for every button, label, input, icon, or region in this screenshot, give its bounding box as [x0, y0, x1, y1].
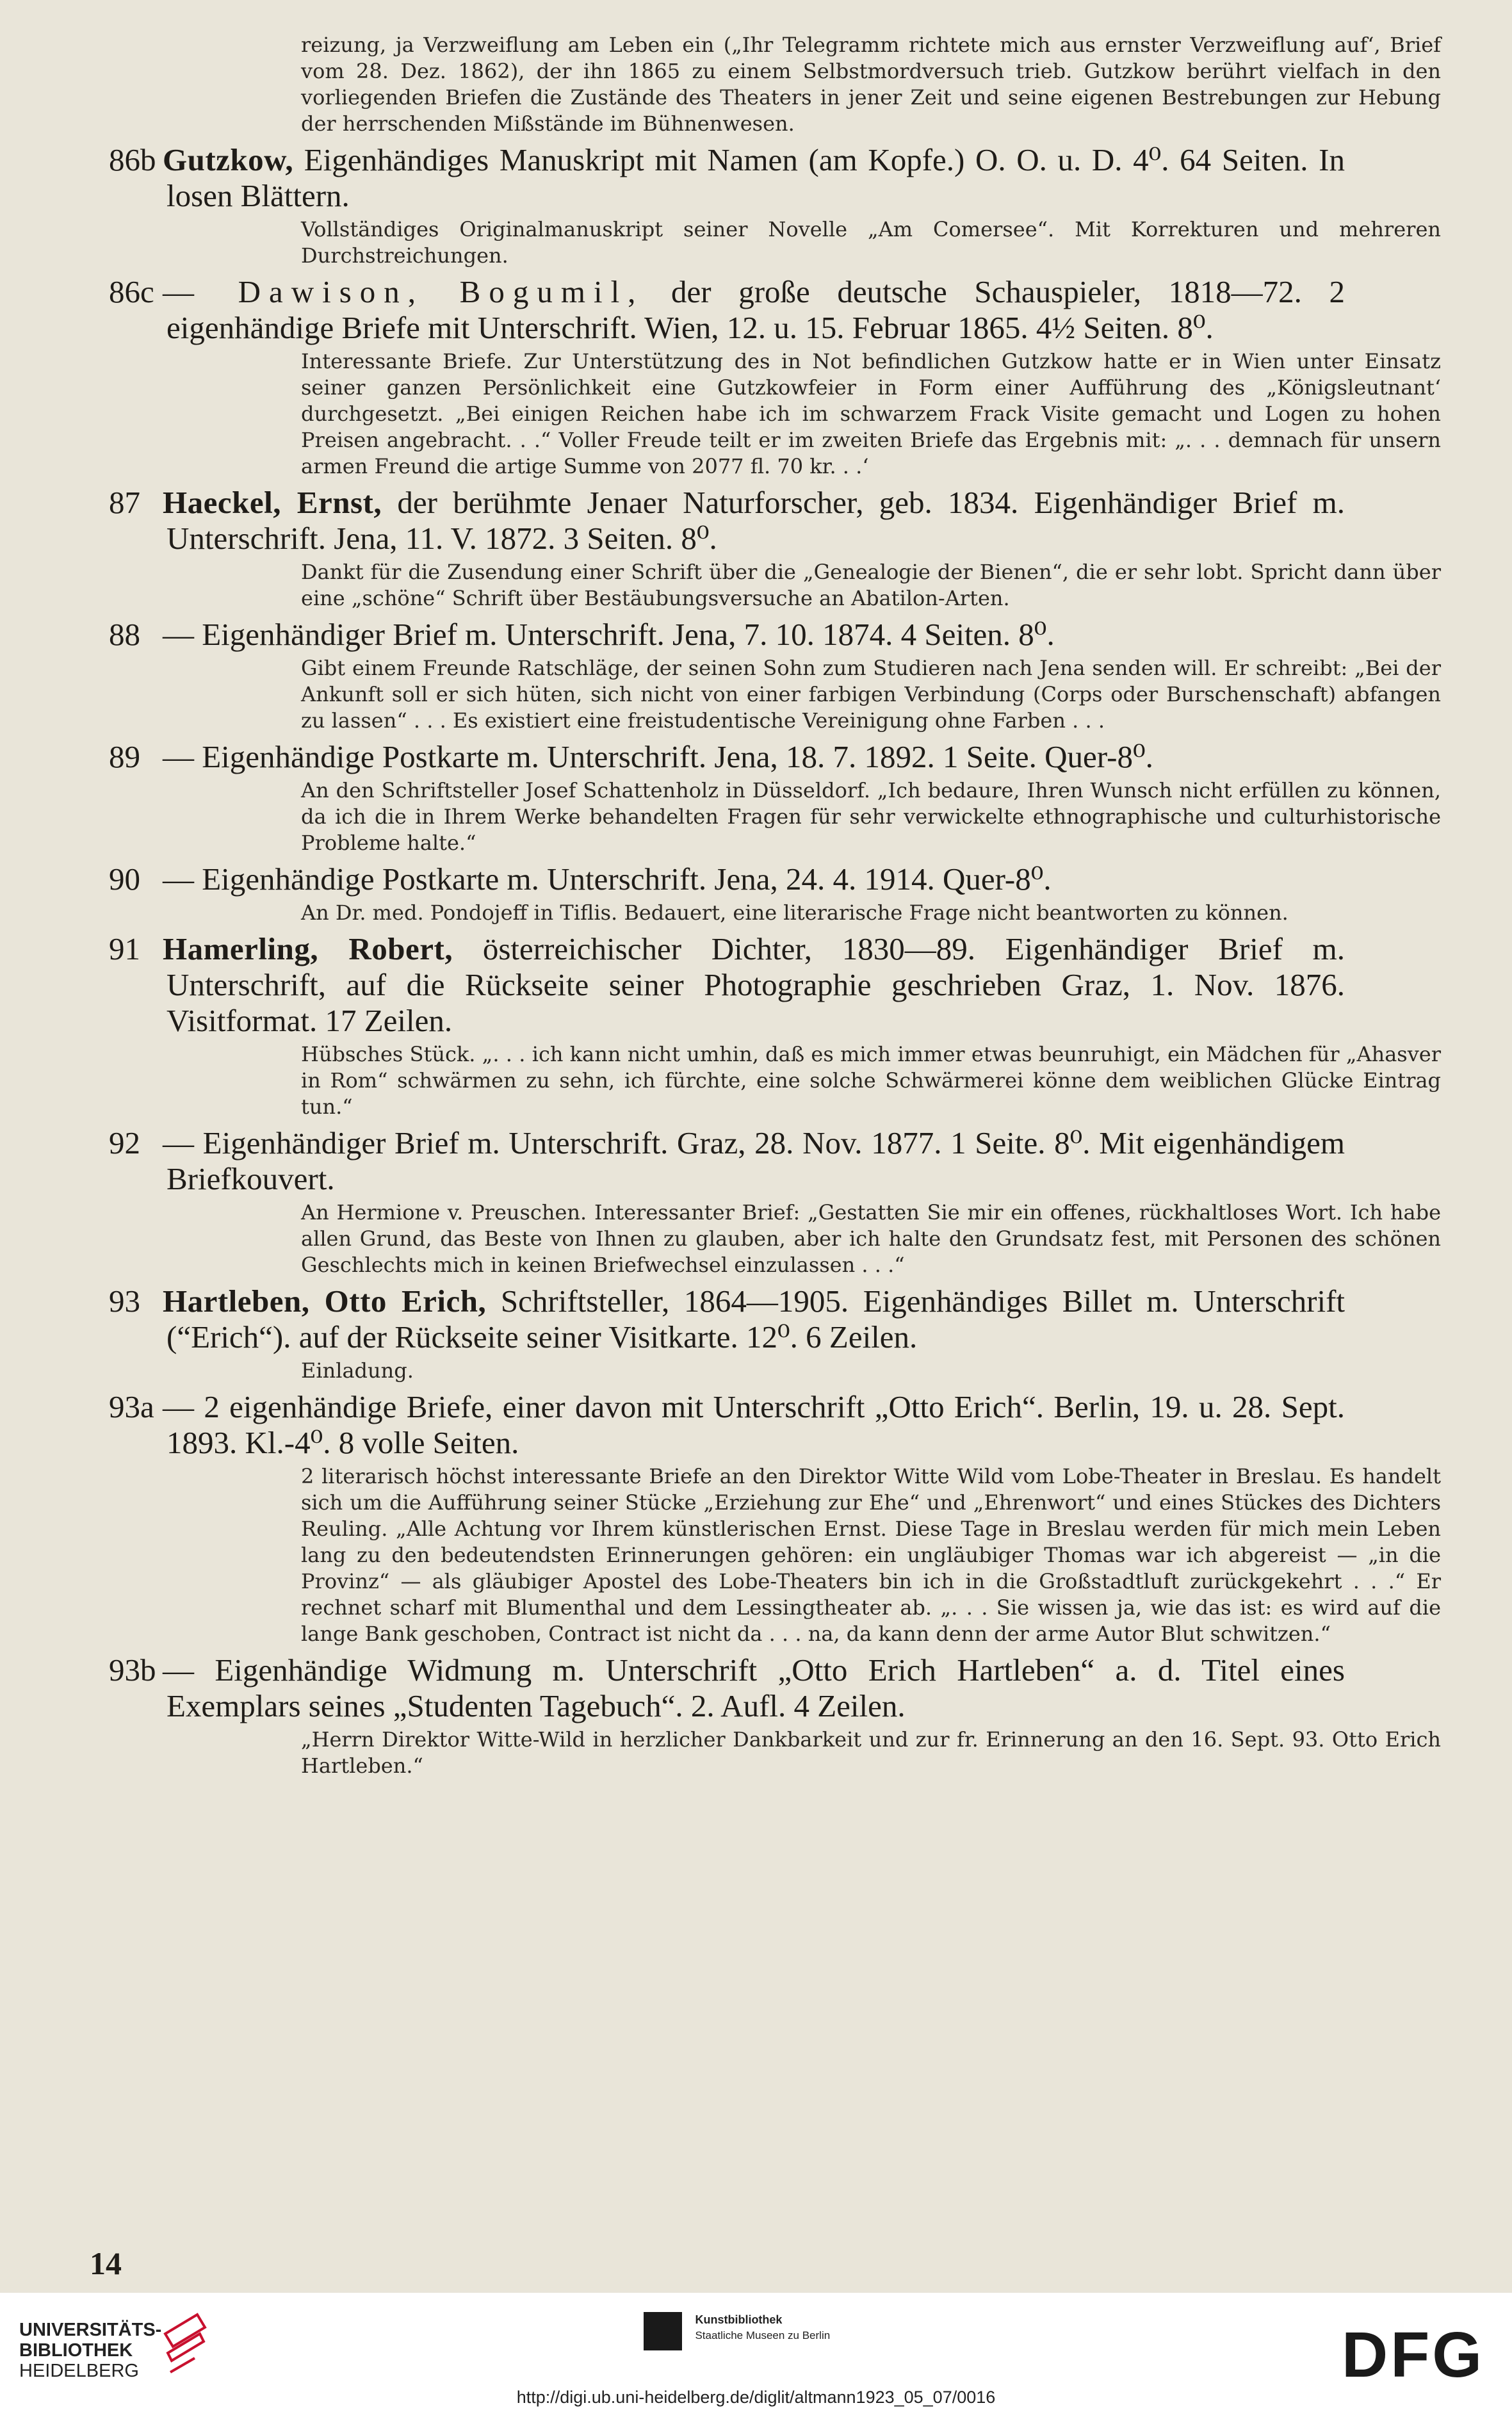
ub-emblem-icon: [159, 2308, 210, 2388]
entry-author: Hamerling, Robert,: [163, 931, 453, 966]
catalog-content: [109, 32, 1441, 1784]
entry-description: An den Schriftsteller Josef Schattenholz in Düsseldorf. „Ich bedaure, Ihren Wunsch nicht erfüllen zu können, da ich die in Ihrem Werke behandelten Fragen für sehr verwickelte ethnographische und culturhistorische Probleme halte.“: [301, 778, 1441, 855]
entry-number: 87: [109, 485, 140, 520]
entry-number: 92: [109, 1125, 140, 1160]
entry-number: 86c: [109, 274, 154, 309]
footer-bar: [0, 2293, 1512, 2410]
entry-90: [109, 861, 1345, 926]
entry-description: Interessante Briefe. Zur Unterstützung des in Not befindlichen Gutzkow hatte er in Wien unter Einsatz seiner ganzen Persönlichkeit eine Gutzkowfeier in Form einer Aufführung des „Königsleutnant‘ durchgesetzt. „Bei einigen Reichen habe ich im schwarzem Frack Visite gemacht und Logen zu hohen Preisen angebracht. . .“ Voller Freude teilt er im zweiten Briefe das Ergebnis mit: „. . . demnach für unsern armen Freund die artige Summe von 2077 fl. 70 kr. . .‘: [301, 349, 1441, 478]
entry-description: Einladung.: [301, 1358, 414, 1383]
entry-title: österreichischer Dichter, 1830—89. Eigenhändiger Brief m. Unterschrift, auf die Rückseite seiner Photographie geschrieben Graz, 1. Nov. 1876. Visitformat. 17 Zeilen.: [167, 931, 1345, 1038]
entry-number: 89: [109, 739, 140, 774]
entry-86b: [109, 142, 1441, 269]
entry-author: Gutzkow,: [163, 142, 294, 177]
entry-description: An Dr. med. Pondojeff in Tiflis. Bedauert, eine literarische Frage nicht beantworten zu können.: [301, 900, 1288, 925]
entry-description: Dankt für die Zusendung einer Schrift über die „Genealogie der Bienen“, die er sehr lobt. Spricht dann über eine „schöne“ Schrift über Bestäubungsversuche an Abatilon-Arten.: [301, 560, 1441, 610]
entry-number: 93b: [109, 1652, 156, 1688]
entry-93b: [109, 1652, 1441, 1779]
entry-87: [109, 485, 1441, 612]
entry-91: [109, 931, 1441, 1120]
entry-author: Haeckel, Ernst,: [163, 485, 382, 520]
page-number: 14: [90, 2245, 122, 2281]
entry-description: An Hermione v. Preuschen. Interessanter Brief: „Gestatten Sie mir ein offenes, rückhaltloses Wort. Ich habe allen Grund, das Beste von Ihnen zu glauben, aber ich halte den Grundsatz fest, mit Personen des schönen Geschlechts mich in keinen Briefwechsel einzulassen . . .“: [301, 1200, 1441, 1277]
entry-title: — Eigenhändiger Brief m. Unterschrift. Jena, 7. 10. 1874. 4 Seiten. 8⁰.: [163, 617, 1055, 652]
entry-number: 86b: [109, 142, 156, 177]
entry-author: Hartleben, Otto Erich,: [163, 1283, 487, 1319]
kunstbibliothek-logo[interactable]: [644, 2312, 830, 2350]
entry-title: — Eigenhändige Widmung m. Unterschrift „Otto Erich Hartleben“ a. d. Titel eines Exemplars seines „Studenten Tagebuch“. 2. Aufl. 4 Zeilen.: [163, 1652, 1345, 1723]
entry-88: [109, 617, 1441, 734]
entry-number: 90: [109, 861, 140, 897]
entry-number: 93a: [109, 1389, 154, 1424]
kunstbibliothek-icon: [644, 2312, 682, 2350]
dfg-logo[interactable]: DFG: [1342, 2319, 1485, 2391]
entry-93: [109, 1283, 1345, 1384]
intro-paragraph: reizung, ja Verzweiflung am Leben ein („Ihr Telegramm richtete mich aus ernster Verzweiflung auf‘, Brief vom 28. Dez. 1862), der ihn 1865 zu einem Selbstmordversuch trieb. Gutzkow berührt vielfach in den vorliegenden Briefen die Zustände des Theaters in jener Zeit und seine eigenen Bestrebungen zur Hebung der herrschenden Mißstände im Bühnenwesen.: [301, 33, 1441, 136]
entry-description: Gibt einem Freunde Ratschläge, der seinen Sohn zum Studieren nach Jena senden will. Er schreibt: „Bei der Ankunft soll er sich hüten, sich nicht von einer farbigen Verbindung (Corps oder Burschenschaft) abfangen zu lassen“ . . . Es existiert eine freistudentische Vereinigung ohne Farben . . .: [301, 656, 1441, 733]
source-url-link[interactable]: http://digi.ub.uni-heidelberg.de/diglit/altmann1923_05_07/0016: [516, 2388, 996, 2407]
entry-title: der große deutsche Schauspieler, 1818—72. 2 eigenhändige Briefe mit Unterschrift. Wien, 12. u. 15. Februar 1865. 4½ Seiten. 8⁰.: [167, 274, 1345, 345]
entry-title: Schriftsteller, 1864—1905. Eigenhändiges Billet m. Unterschrift (“Erich“). auf der Rückseite seiner Visitkarte. 12⁰. 6 Zeilen.: [167, 1283, 1345, 1355]
entry-description: „Herrn Direktor Witte-Wild in herzlicher Dankbarkeit und zur fr. Erinnerung an den 16. Sept. 93. Otto Erich Hartleben.“: [301, 1727, 1441, 1778]
entry-title: — Eigenhändige Postkarte m. Unterschrift. Jena, 18. 7. 1892. 1 Seite. Quer-8⁰.: [163, 739, 1153, 774]
entry-description: 2 literarisch höchst interessante Briefe an den Direktor Witte Wild vom Lobe-Theater in Breslau. Es handelt sich um die Aufführung seiner Stücke „Erziehung zur Ehe“ und „Ehrenwort“ und eines Stückes des Dichters Reuling. „Alle Achtung vor Ihrem künstlerischen Ernst. Diese Tage in Breslau werden für mich mein Leben lang zu den bedeutendsten Erinnerungen gehören: ein ungläubiger Thomas war ich abgereist — „in die Provinz“ — als gläubiger Apostel des Lobe-Theaters bin ich in die Großstadtluft zurückgekehrt . . .“ Er rechnet scharf mit Blumenthal und dem Lessingtheater ab. „. . . Sie wissen ja, wie das ist: es wird auf die lange Bank geschoben, Contract ist nicht da . . . na, da kann denn der arme Autor Blut schwitzen.“: [301, 1464, 1441, 1646]
entry-title: — Eigenhändiger Brief m. Unterschrift. Graz, 28. Nov. 1877. 1 Seite. 8⁰. Mit eigenhändigem Briefkouvert.: [163, 1125, 1345, 1196]
entry-title: Eigenhändiges Manuskript mit Namen (am Kopfe.) O. O. u. D. 4⁰. 64 Seiten. In losen Blättern.: [167, 142, 1345, 213]
ub-logo-line1: UNIVERSITÄTS-: [19, 2320, 162, 2340]
entry-title: der berühmte Jenaer Naturforscher, geb. 1834. Eigenhändiger Brief m. Unterschrift. Jena, 11. V. 1872. 3 Seiten. 8⁰.: [167, 485, 1345, 556]
entry-author: — Dawison, Bogumil,: [163, 274, 644, 309]
entry-number: 88: [109, 617, 140, 652]
ub-heidelberg-logo[interactable]: [19, 2320, 161, 2381]
entry-number: 91: [109, 931, 140, 966]
entry-title: — 2 eigenhändige Briefe, einer davon mit Unterschrift „Otto Erich“. Berlin, 19. u. 28. Sept. 1893. Kl.-4⁰. 8 volle Seiten.: [163, 1389, 1345, 1460]
entry-93a: [109, 1389, 1441, 1647]
entry-description: Hübsches Stück. „. . . ich kann nicht umhin, daß es mich immer etwas beunruhigt, ein Mädchen für „Ahasver in Rom“ schwärmen zu sehn, ich fürchte, eine solche Schwärmerei könne dem weiblichen Glücke Eintrag tun.“: [301, 1042, 1441, 1119]
entry-92: [109, 1125, 1441, 1278]
ub-logo-line2: BIBLIOTHEK: [19, 2340, 133, 2361]
entry-86c: [109, 274, 1441, 480]
kb-title: Kunstbibliothek: [695, 2313, 783, 2326]
entry-89: [109, 739, 1441, 856]
entry-description: Vollständiges Originalmanuskript seiner Novelle „Am Comersee“. Mit Korrekturen und mehreren Durchstreichungen.: [301, 217, 1441, 268]
entry-title: — Eigenhändige Postkarte m. Unterschrift. Jena, 24. 4. 1914. Quer-8⁰.: [163, 861, 1052, 897]
entry-number: 93: [109, 1283, 140, 1319]
kb-subtitle: Staatliche Museen zu Berlin: [695, 2329, 831, 2341]
ub-logo-line3: HEIDELBERG: [19, 2361, 139, 2381]
